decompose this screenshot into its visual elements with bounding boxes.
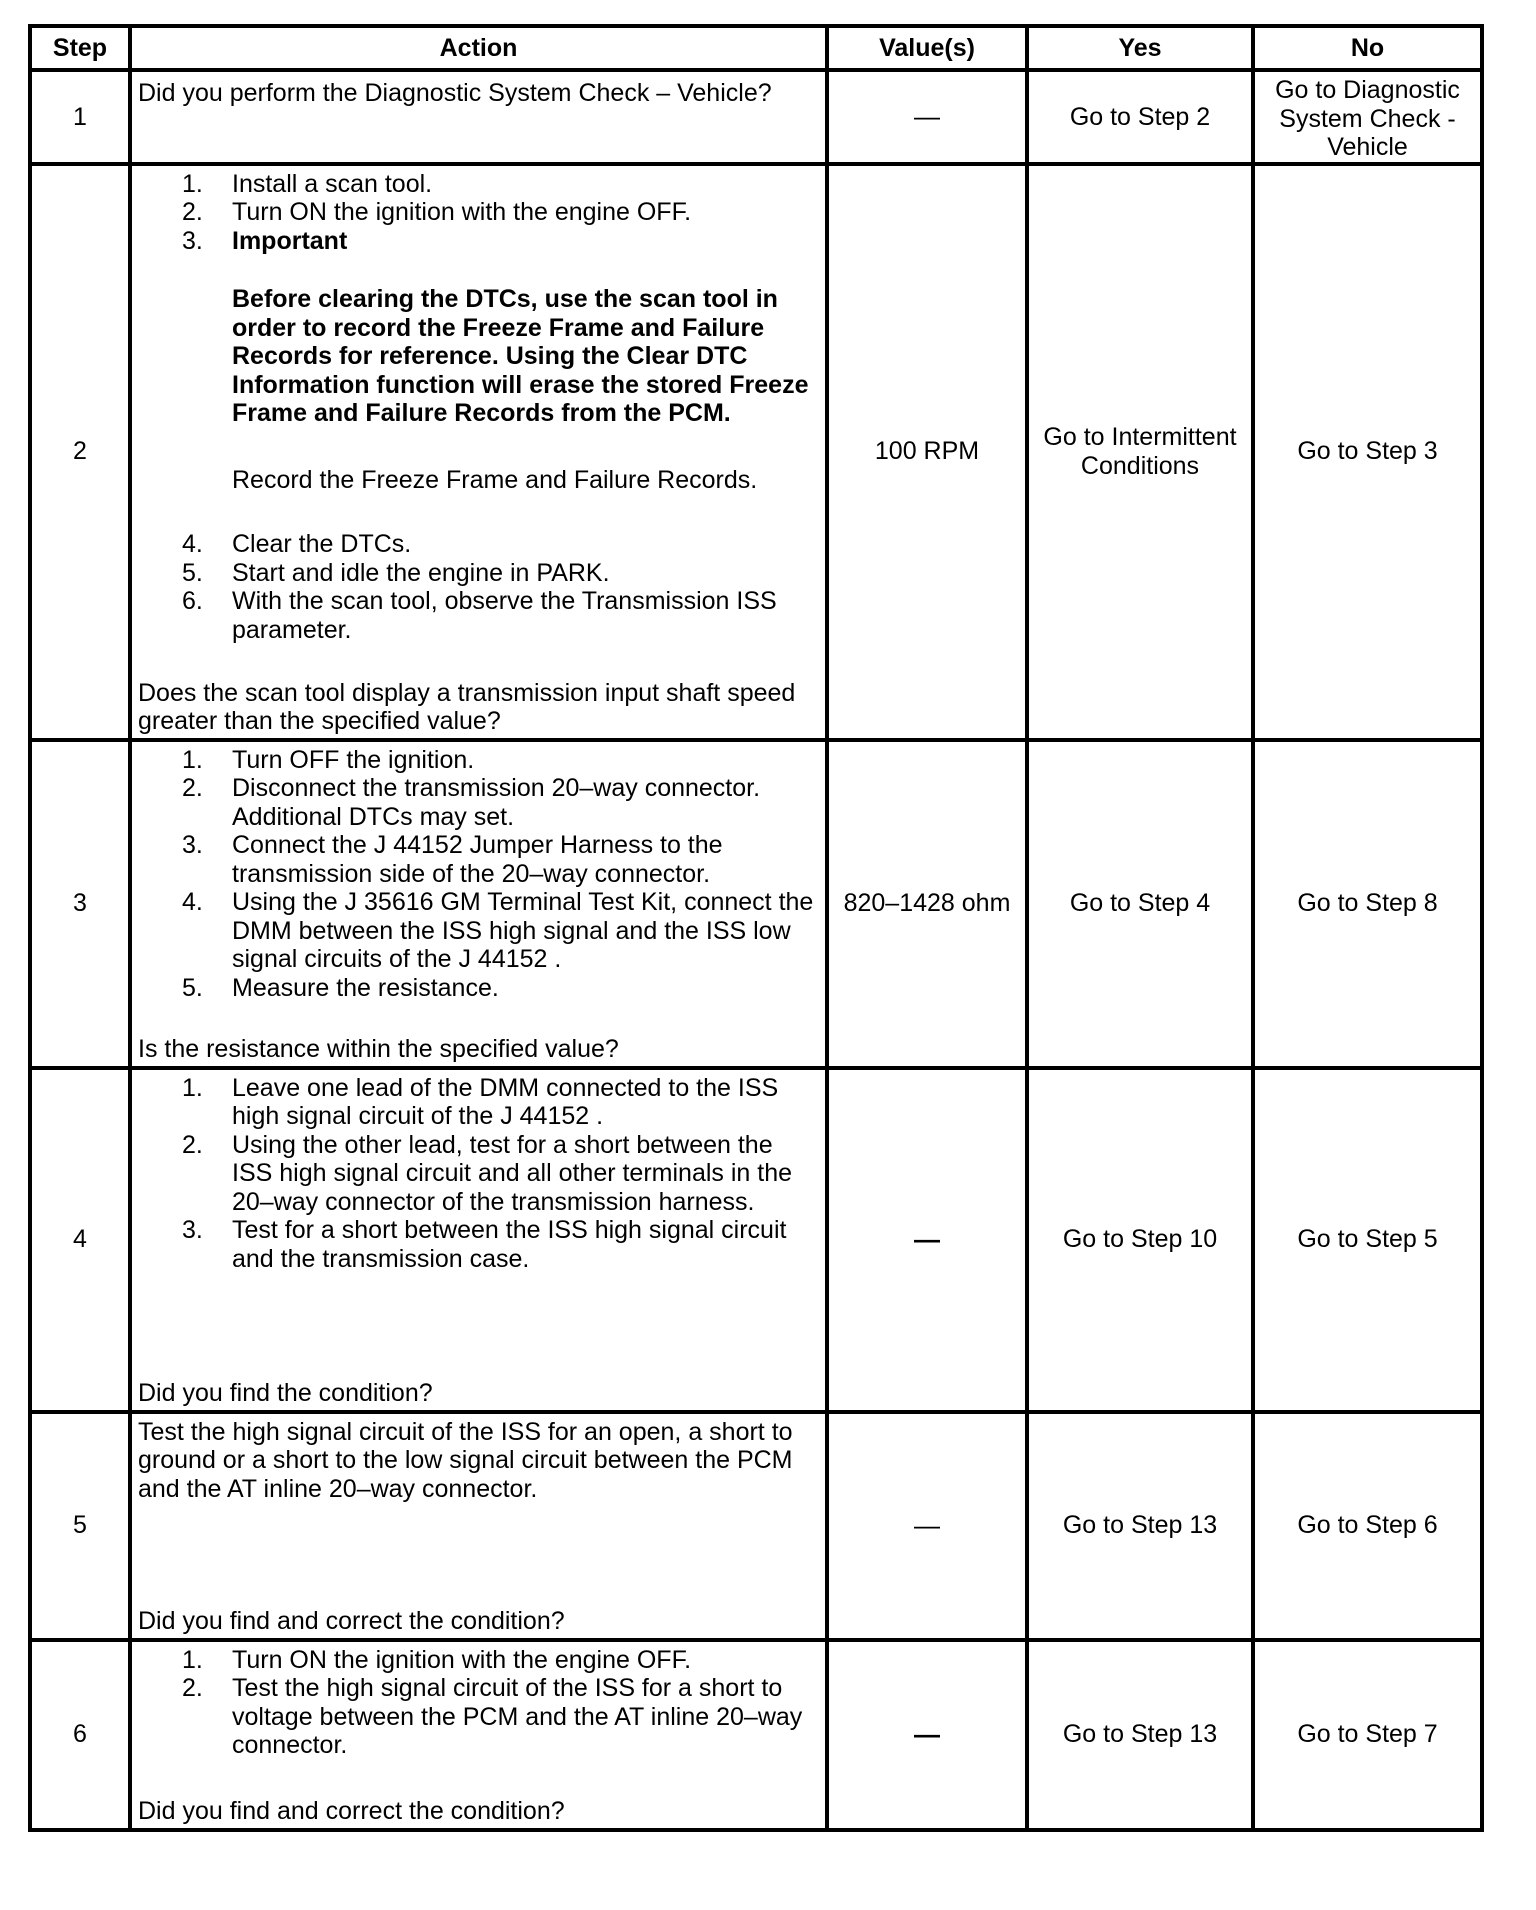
important-note: Before clearing the DTCs, use the scan tool in order to record the Freeze Frame and Failure Records for reference. Using the Clear DTC Information function will erase the stored Freeze Frame and Failure Records from the PCM.	[232, 285, 809, 427]
list-number: 2.	[182, 1130, 203, 1159]
list-item	[138, 530, 817, 559]
action-question: Did you find and correct the condition?	[138, 1797, 565, 1825]
table-row-step-4	[30, 1068, 1482, 1412]
list-text: With the scan tool, observe the Transmission ISS parameter.	[232, 587, 777, 644]
no-cell: Go to Step 7	[1253, 1640, 1482, 1830]
list-number: 6.	[182, 587, 203, 615]
list-text: Leave one lead of the DMM connected to the ISS high signal circuit of the J 44152 .	[232, 1073, 779, 1130]
no-cell: Go to Step 5	[1253, 1068, 1482, 1412]
step-number: 2	[30, 164, 130, 740]
table-row-step-5	[30, 1412, 1482, 1640]
value-dash: —	[914, 1509, 940, 1540]
list-text: Disconnect the transmission 20–way connector. Additional DTCs may set.	[232, 774, 761, 831]
list-text: Start and idle the engine in PARK.	[232, 558, 610, 587]
no-cell: Go to Step 3	[1253, 164, 1482, 740]
diagnostic-table-sheet	[28, 24, 1480, 1832]
record-instruction: Record the Freeze Frame and Failure Records.	[232, 465, 758, 494]
list-item	[138, 559, 817, 588]
list-item	[138, 888, 817, 974]
action-cell	[130, 740, 827, 1068]
value-cell: 100 RPM	[827, 164, 1027, 740]
list-text: Install a scan tool.	[232, 169, 433, 198]
list-item	[138, 170, 817, 199]
action-procedure	[138, 170, 817, 645]
no-cell: Go to Step 6	[1253, 1412, 1482, 1640]
no-cell: Go to Step 8	[1253, 740, 1482, 1068]
action-question: Did you find the condition?	[138, 1379, 433, 1407]
list-text: Measure the resistance.	[232, 973, 499, 1002]
header-step: Step	[30, 26, 130, 70]
list-number: 2.	[182, 774, 203, 802]
step-number: 3	[30, 740, 130, 1068]
list-item	[138, 746, 817, 775]
list-text: Turn ON the ignition with the engine OFF.	[232, 198, 692, 226]
list-number: 1.	[182, 1645, 203, 1674]
header-yes: Yes	[1027, 26, 1253, 70]
yes-cell: Go to Intermittent Conditions	[1027, 164, 1253, 740]
list-number: 1.	[182, 1073, 203, 1102]
table-row-step-6	[30, 1640, 1482, 1830]
list-item	[138, 198, 817, 227]
list-number: 5.	[182, 973, 203, 1002]
yes-cell: Go to Step 10	[1027, 1068, 1253, 1412]
list-item	[138, 1074, 817, 1131]
action-cell	[130, 70, 827, 164]
list-item	[138, 974, 817, 1003]
yes-cell: Go to Step 2	[1027, 70, 1253, 164]
no-cell: Go to Diagnostic System Check - Vehicle	[1253, 70, 1482, 164]
action-cell	[130, 1412, 827, 1640]
list-text: Test the high signal circuit of the ISS for a short to voltage between the PCM and the AT inline 20–way connector.	[232, 1674, 803, 1759]
list-text: Test for a short between the ISS high signal circuit and the transmission case.	[232, 1216, 787, 1273]
step-number: 1	[30, 70, 130, 164]
step-number: 6	[30, 1640, 130, 1830]
header-action: Action	[130, 26, 827, 70]
value-cell	[827, 70, 1027, 164]
list-item	[138, 774, 817, 831]
action-cell	[130, 1068, 827, 1412]
list-item	[138, 587, 817, 644]
yes-cell: Go to Step 13	[1027, 1412, 1253, 1640]
step-number: 4	[30, 1068, 130, 1412]
action-question: Does the scan tool display a transmission input shaft speed greater than the specified value?	[138, 678, 796, 735]
list-text: Using the other lead, test for a short between the ISS high signal circuit and all other terminals in the 20–way connector of the transmission harness.	[232, 1130, 793, 1216]
table-row-step-1	[30, 70, 1482, 164]
list-text: Clear the DTCs.	[232, 530, 412, 558]
list-number: 3.	[182, 831, 203, 859]
action-cell	[130, 164, 827, 740]
procedure-list-continued	[138, 530, 817, 644]
list-item	[138, 1131, 817, 1217]
list-item	[138, 227, 817, 256]
step-number: 5	[30, 1412, 130, 1640]
diagnostic-table	[28, 24, 1484, 1832]
procedure-list	[138, 746, 817, 1003]
procedure-list	[138, 1646, 817, 1760]
procedure-list	[138, 170, 817, 256]
procedure-list	[138, 1074, 817, 1274]
action-question: Did you find and correct the condition?	[138, 1607, 565, 1635]
table-row-step-3	[30, 740, 1482, 1068]
list-number: 3.	[182, 1216, 203, 1244]
list-item	[138, 1674, 817, 1760]
list-text: Connect the J 44152 Jumper Harness to the transmission side of the 20–way connector.	[232, 831, 723, 888]
list-text: Using the J 35616 GM Terminal Test Kit, connect the DMM between the ISS high signal and the ISS low signal circuits of the J 44152 .	[232, 888, 814, 973]
list-text: Turn ON the ignition with the engine OFF.	[232, 1645, 692, 1674]
action-cell	[130, 1640, 827, 1830]
action-question: Is the resistance within the specified value?	[138, 1035, 619, 1063]
value-cell	[827, 1068, 1027, 1412]
list-number: 3.	[182, 226, 203, 255]
list-text: Turn OFF the ignition.	[232, 745, 475, 774]
list-number: 1.	[182, 745, 203, 774]
value-dash: —	[914, 1718, 940, 1749]
list-number: 4.	[182, 888, 203, 916]
list-item	[138, 1646, 817, 1675]
list-number: 2.	[182, 198, 203, 226]
action-text: Did you perform the Diagnostic System Check – Vehicle?	[138, 78, 772, 107]
table-row-step-2	[30, 164, 1482, 740]
value-cell	[827, 1412, 1027, 1640]
list-number: 2.	[182, 1674, 203, 1702]
value-cell: 820–1428 ohm	[827, 740, 1027, 1068]
yes-cell: Go to Step 13	[1027, 1640, 1253, 1830]
header-values: Value(s)	[827, 26, 1027, 70]
list-number: 1.	[182, 169, 203, 198]
value-dash: —	[914, 101, 940, 131]
yes-cell: Go to Step 4	[1027, 740, 1253, 1068]
list-number: 4.	[182, 530, 203, 558]
list-number: 5.	[182, 558, 203, 587]
list-item	[138, 1216, 817, 1273]
action-text: Test the high signal circuit of the ISS for an open, a short to ground or a short to the low signal circuit between the PCM and the AT inline 20–way connector.	[138, 1417, 793, 1503]
value-dash: —	[914, 1223, 940, 1254]
header-no: No	[1253, 26, 1482, 70]
list-item	[138, 831, 817, 888]
table-header-row	[30, 26, 1482, 70]
value-cell	[827, 1640, 1027, 1830]
important-label: Important	[232, 226, 348, 255]
